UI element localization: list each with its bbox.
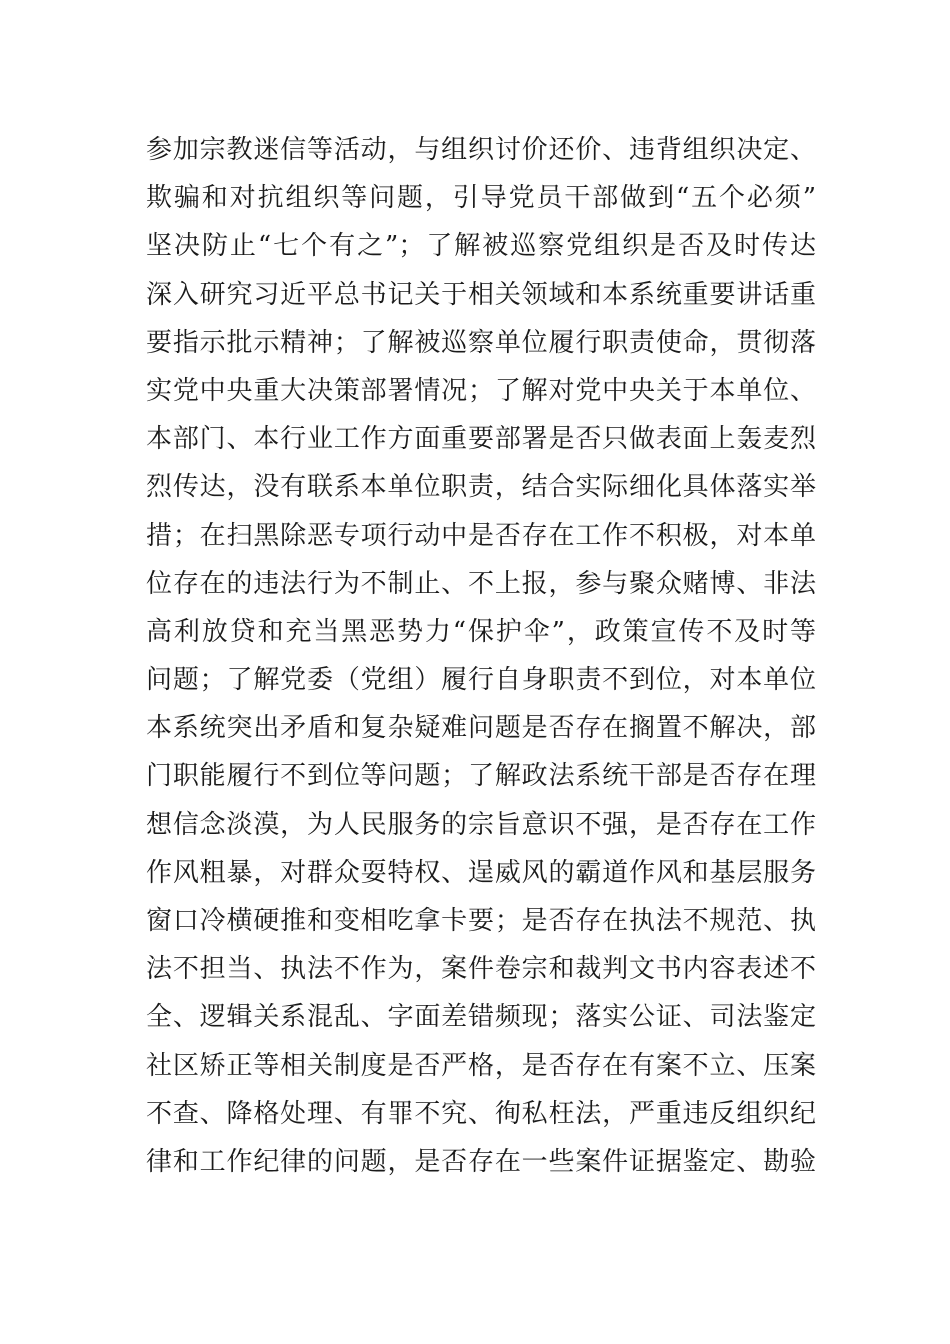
- text-line: 实党中央重大决策部署情况；了解对党中央关于本单位、: [146, 375, 816, 406]
- text-line: 深入研究习近平总书记关于相关领域和本系统重要讲话重: [146, 279, 816, 310]
- text-line: 本系统突出矛盾和复杂疑难问题是否存在搁置不解决，部: [146, 713, 816, 744]
- text-line: 作风粗暴，对群众耍特权、逞威风的霸道作风和基层服务: [146, 857, 816, 888]
- text-line: 窗口冷横硬推和变相吃拿卡要；是否存在执法不规范、执: [146, 906, 816, 936]
- text-line: 社区矫正等相关制度是否严格，是否存在有案不立、压案: [146, 1050, 816, 1081]
- text-line: 全、逻辑关系混乱、字面差错频现；落实公证、司法鉴定: [146, 1002, 816, 1033]
- text-line: 要指示批示精神；了解被巡察单位履行职责使命，贯彻落: [146, 327, 816, 358]
- text-line: 想信念淡漠，为人民服务的宗旨意识不强，是否存在工作: [146, 809, 816, 840]
- text-line: 门职能履行不到位等问题；了解政法系统干部是否存在理: [146, 761, 816, 792]
- text-line: 位存在的违法行为不制止、不上报，参与聚众赌博、非法: [146, 568, 816, 599]
- text-line: 烈传达，没有联系本单位职责，结合实际细化具体落实举: [146, 472, 816, 503]
- text-line: 法不担当、执法不作为，案件卷宗和裁判文书内容表述不: [146, 954, 816, 985]
- text-line: 措；在扫黑除恶专项行动中是否存在工作不积极，对本单: [146, 520, 816, 551]
- text-line: 问题；了解党委（党组）履行自身职责不到位，对本单位: [146, 665, 816, 696]
- text-line: 高利放贷和充当黑恶势力“保护伞”，政策宣传不及时等: [146, 616, 816, 647]
- body-paragraph: [146, 126, 816, 1186]
- text-line: 不查、降格处理、有罪不究、徇私枉法，严重违反组织纪: [146, 1098, 816, 1129]
- text-line: 参加宗教迷信等活动，与组织讨价还价、违背组织决定、: [146, 135, 816, 165]
- text-line: 坚决防止“七个有之”；了解被巡察党组织是否及时传达: [146, 231, 816, 262]
- text-line: 本部门、本行业工作方面重要部署是否只做表面上轰麦烈: [146, 424, 816, 455]
- text-line: 欺骗和对抗组织等问题，引导党员干部做到“五个必须”: [146, 183, 816, 214]
- text-line: 律和工作纪律的问题，是否存在一些案件证据鉴定、勘验: [146, 1146, 816, 1177]
